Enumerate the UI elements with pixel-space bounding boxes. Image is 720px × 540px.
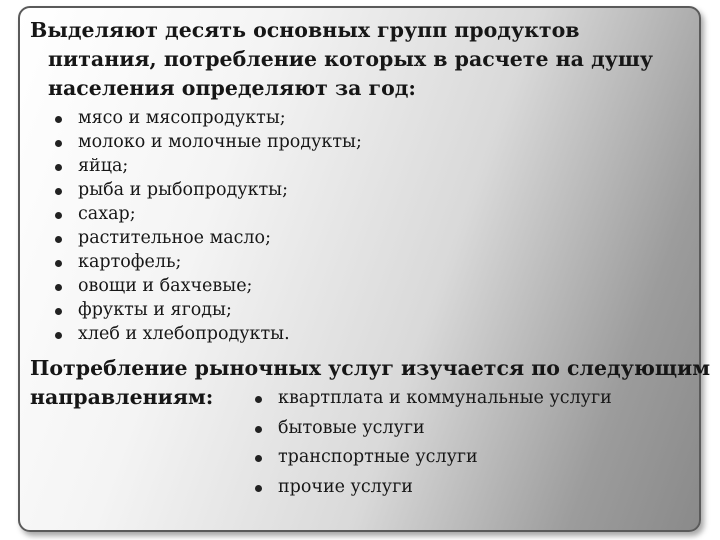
bullet-icon: [255, 485, 262, 492]
products-heading-line-3: населения определяют за год:: [48, 76, 416, 100]
list-item-label: квартплата и коммунальные услуги: [278, 388, 612, 408]
list-item-label: рыба и рыбопродукты;: [78, 180, 289, 200]
bullet-icon: [55, 116, 62, 123]
list-item-product: [52, 274, 362, 298]
list-item-product: [52, 178, 362, 202]
list-item-product: [52, 226, 362, 250]
products-heading-line-1: Выделяют десять основных групп продуктов: [30, 18, 580, 42]
list-item-product: [52, 202, 362, 226]
list-item-label: фрукты и ягоды;: [78, 300, 232, 320]
bullet-icon: [55, 164, 62, 171]
bullet-icon: [55, 212, 62, 219]
bullet-icon: [55, 308, 62, 315]
products-list: [52, 106, 362, 346]
list-item-label: хлеб и хлебопродукты.: [78, 324, 290, 344]
list-item-product: [52, 130, 362, 154]
bullet-icon: [55, 140, 62, 147]
list-item-label: сахар;: [78, 204, 136, 224]
list-item-product: [52, 322, 362, 346]
list-item-service: [252, 414, 612, 444]
services-heading-line-1: Потребление рыночных услуг изучается по следующим: [30, 356, 711, 380]
bullet-icon: [255, 426, 262, 433]
products-heading-line-2: питания, потребление которых в расчете на душу: [48, 47, 654, 71]
list-item-product: [52, 154, 362, 178]
bullet-icon: [55, 284, 62, 291]
list-item-label: овощи и бахчевые;: [78, 276, 253, 296]
list-item-label: картофель;: [78, 252, 182, 272]
list-item-product: [52, 250, 362, 274]
list-item-label: молоко и молочные продукты;: [78, 132, 362, 152]
bullet-icon: [55, 236, 62, 243]
services-list: [252, 384, 612, 502]
list-item-label: транспортные услуги: [278, 447, 478, 467]
list-item-service: [252, 384, 612, 414]
list-item-label: прочие услуги: [278, 476, 413, 497]
services-heading-line-2: направлениям:: [30, 385, 214, 409]
list-item-label: бытовые услуги: [278, 417, 425, 438]
bullet-icon: [55, 260, 62, 267]
products-heading: [30, 16, 695, 103]
list-item-product: [52, 298, 362, 322]
list-item-service: [252, 443, 612, 473]
list-item-product: [52, 106, 362, 130]
bullet-icon: [55, 188, 62, 195]
bullet-icon: [255, 396, 262, 403]
bullet-icon: [255, 455, 262, 462]
bullet-icon: [55, 332, 62, 339]
list-item-label: яйца;: [78, 156, 129, 176]
list-item-service: [252, 473, 612, 503]
list-item-label: мясо и мясопродукты;: [78, 108, 286, 128]
list-item-label: растительное масло;: [78, 228, 271, 248]
